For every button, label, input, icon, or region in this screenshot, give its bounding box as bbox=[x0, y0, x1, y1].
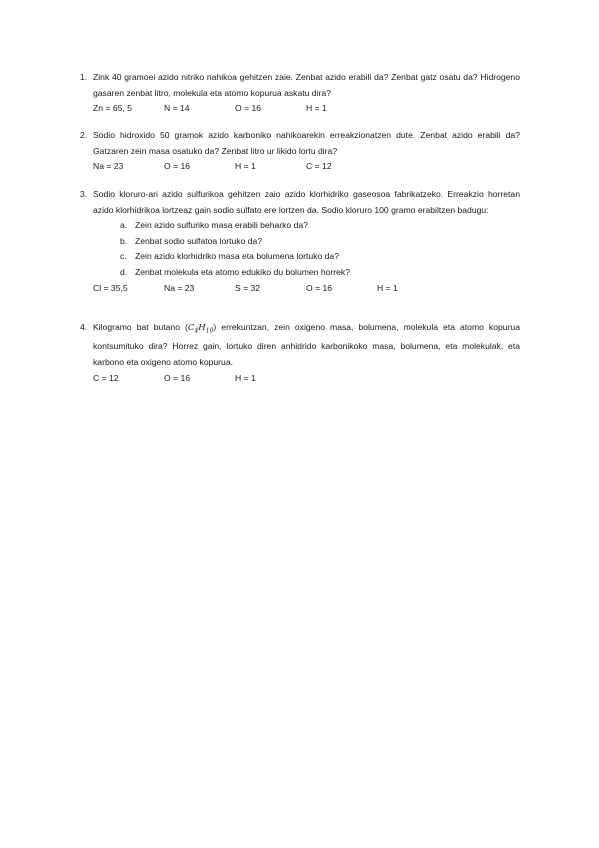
constant: H = 1 bbox=[235, 161, 256, 172]
text-before-formula: Kilogramo bat butano ( bbox=[93, 322, 188, 332]
constant: H = 1 bbox=[235, 372, 256, 383]
subquestion-letter: a. bbox=[120, 220, 128, 231]
constant: O = 16 bbox=[164, 161, 191, 172]
constant: N = 14 bbox=[164, 103, 190, 114]
subquestion-b bbox=[120, 234, 520, 250]
problem-3 bbox=[80, 187, 520, 296]
subquestion-a bbox=[120, 218, 520, 234]
problem-text bbox=[93, 320, 520, 371]
subquestion-text: Zein azido klorhidriko masa eta bolumena lortuko da? bbox=[135, 251, 339, 262]
problem-number: 4. bbox=[80, 322, 88, 332]
constants-row bbox=[93, 281, 520, 297]
constant: Cl = 35,5 bbox=[93, 282, 128, 293]
constant: C = 12 bbox=[306, 161, 332, 172]
text-after-formula: ) errekuntzan, zein oxigeno masa, bolumena, molekula eta atomo kopurua kontsumituko dira? Horrez gain, lortuko diren anhidrido karbonikoko masa, bolumena, eta molekulak, eta karbono eta oxigeno atomo kopurua. bbox=[93, 322, 520, 367]
problem-1 bbox=[80, 70, 520, 117]
constant: O = 16 bbox=[235, 103, 262, 114]
problem-number: 1. bbox=[80, 72, 88, 82]
subquestion-letter: c. bbox=[120, 251, 127, 262]
constant: O = 16 bbox=[164, 372, 191, 383]
constant: C = 12 bbox=[93, 372, 119, 383]
subquestion-letter: b. bbox=[120, 235, 128, 246]
formula-hydrogen: H bbox=[198, 323, 206, 333]
constants-row bbox=[93, 101, 520, 117]
butane-formula bbox=[188, 323, 214, 333]
problem-number: 2. bbox=[80, 130, 88, 140]
constant: Zn = 65, 5 bbox=[93, 103, 132, 114]
subquestion-list bbox=[120, 218, 520, 280]
constants-row bbox=[93, 371, 520, 387]
constant: Na = 23 bbox=[164, 282, 195, 293]
problem-number: 3. bbox=[80, 189, 88, 199]
subquestion-text: Zein azido sulfuriko masa erabili beharko da? bbox=[135, 220, 308, 231]
formula-hydrogen-subscript: 10 bbox=[205, 327, 214, 335]
constants-row bbox=[93, 159, 520, 175]
problem-text: Sodio hidroxido 50 gramok azido karboniko nahikoarekin erreakzionatzen dute. Zenbat azido erabili da? Gatzaren zein masa osatuko da? Zenbat litro ur likido lortu dira? bbox=[93, 130, 520, 156]
formula-carbon-subscript: 4 bbox=[194, 327, 199, 335]
constant: Na = 23 bbox=[93, 161, 124, 172]
constant: O = 16 bbox=[306, 282, 333, 293]
constant: S = 32 bbox=[235, 282, 261, 293]
problem-text: Sodio kloruro-ari azido sulfurikoa gehitzen zaio azido klorhidriko gaseosoa fabrikatzeko. Erreakzio horretan azido klorhidrikoa lortzeaz gain sodio sulfato ere lortzen da. Sodio kloruro 100 gramo erabiltzen badugu: bbox=[93, 189, 520, 215]
problem-4 bbox=[80, 320, 520, 386]
problem-2 bbox=[80, 128, 520, 175]
constant: H = 1 bbox=[377, 282, 398, 293]
problem-text: Zink 40 gramoei azido nitriko nahikoa gehitzen zaie. Zenbat azido erabili da? Zenbat gatz osatu da? Hidrogeno gasaren zenbat litro, molekula eta atomo kopurua askatu dira? bbox=[93, 72, 520, 98]
subquestion-letter: d. bbox=[120, 266, 128, 277]
subquestion-d bbox=[120, 265, 520, 281]
subquestion-c bbox=[120, 249, 520, 265]
subquestion-text: Zenbat sodio sulfatoa lortuko da? bbox=[135, 235, 263, 246]
constant: H = 1 bbox=[306, 103, 327, 114]
subquestion-text: Zenbat molekula eta atomo edukiko du bolumen horrek? bbox=[135, 266, 350, 277]
formula-carbon: C bbox=[187, 323, 195, 333]
